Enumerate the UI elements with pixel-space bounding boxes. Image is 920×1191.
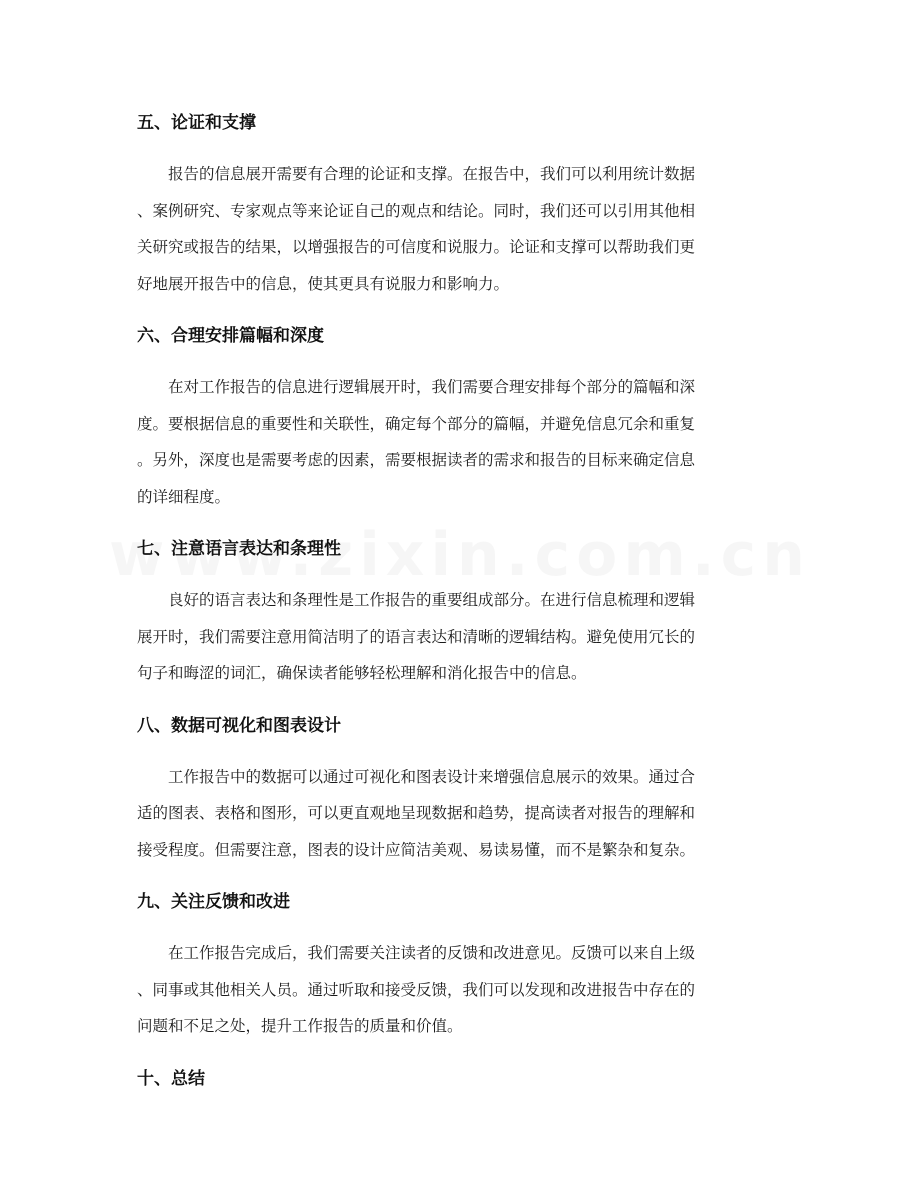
paragraph-line: 接受程度。但需要注意，图表的设计应简洁美观、易读易懂，而不是繁杂和复杂。 xyxy=(137,840,696,859)
section-paragraph xyxy=(137,935,787,1045)
paragraph-line: 关研究或报告的结果，以增强报告的可信度和说服力。论证和支撑可以帮助我们更 xyxy=(137,238,696,256)
section-heading: 九、关注反馈和改进 xyxy=(137,892,290,912)
section-paragraph xyxy=(137,369,787,515)
paragraph-line: 好地展开报告中的信息，使其更具有说服力和影响力。 xyxy=(137,274,510,293)
section-paragraph xyxy=(137,582,787,692)
paragraph-line: 、案例研究、专家观点等来论证自己的观点和结论。同时，我们还可以引用其他相 xyxy=(137,201,696,220)
paragraph-line: 适的图表、表格和图形，可以更直观地呈现数据和趋势，提高读者对报告的理解和 xyxy=(137,804,696,822)
paragraph-line: 展开时，我们需要注意用简洁明了的语言表达和清晰的逻辑结构。避免使用冗长的 xyxy=(137,627,696,646)
paragraph-line: 的详细程度。 xyxy=(137,487,231,506)
paragraph-line: 问题和不足之处，提升工作报告的质量和价值。 xyxy=(137,1017,463,1035)
paragraph-line: 度。要根据信息的重要性和关联性，确定每个部分的篇幅，并避免信息冗余和重复 xyxy=(137,414,696,433)
paragraph-line: 良好的语言表达和条理性是工作报告的重要组成部分。在进行信息梳理和逻辑 xyxy=(137,591,696,609)
paragraph-line: 在工作报告完成后，我们需要关注读者的反馈和改进意见。反馈可以来自上级 xyxy=(137,944,696,962)
section-heading: 八、数据可视化和图表设计 xyxy=(137,715,341,736)
document-content xyxy=(137,106,787,1096)
paragraph-line: 在对工作报告的信息进行逻辑展开时，我们需要合理安排每个部分的篇幅和深 xyxy=(137,378,696,396)
paragraph-line: 报告的信息展开需要有合理的论证和支撑。在报告中，我们可以利用统计数据 xyxy=(137,165,696,183)
paragraph-line: 、同事或其他相关人员。通过听取和接受反馈，我们可以发现和改进报告中存在的 xyxy=(137,980,696,999)
section-heading: 十、总结 xyxy=(137,1068,205,1089)
paragraph-line: 句子和晦涩的词汇，确保读者能够轻松理解和消化报告中的信息。 xyxy=(137,664,587,682)
paragraph-line: 。另外，深度也是需要考虑的因素，需要根据读者的需求和报告的目标来确定信息 xyxy=(137,451,696,469)
section-paragraph xyxy=(137,759,787,869)
section-paragraph xyxy=(137,156,787,302)
section-heading: 七、注意语言表达和条理性 xyxy=(137,539,341,559)
paragraph-line: 工作报告中的数据可以通过可视化和图表设计来增强信息展示的效果。通过合 xyxy=(137,767,696,786)
section-heading: 五、论证和支撑 xyxy=(137,113,256,133)
section-heading: 六、合理安排篇幅和深度 xyxy=(137,326,324,346)
